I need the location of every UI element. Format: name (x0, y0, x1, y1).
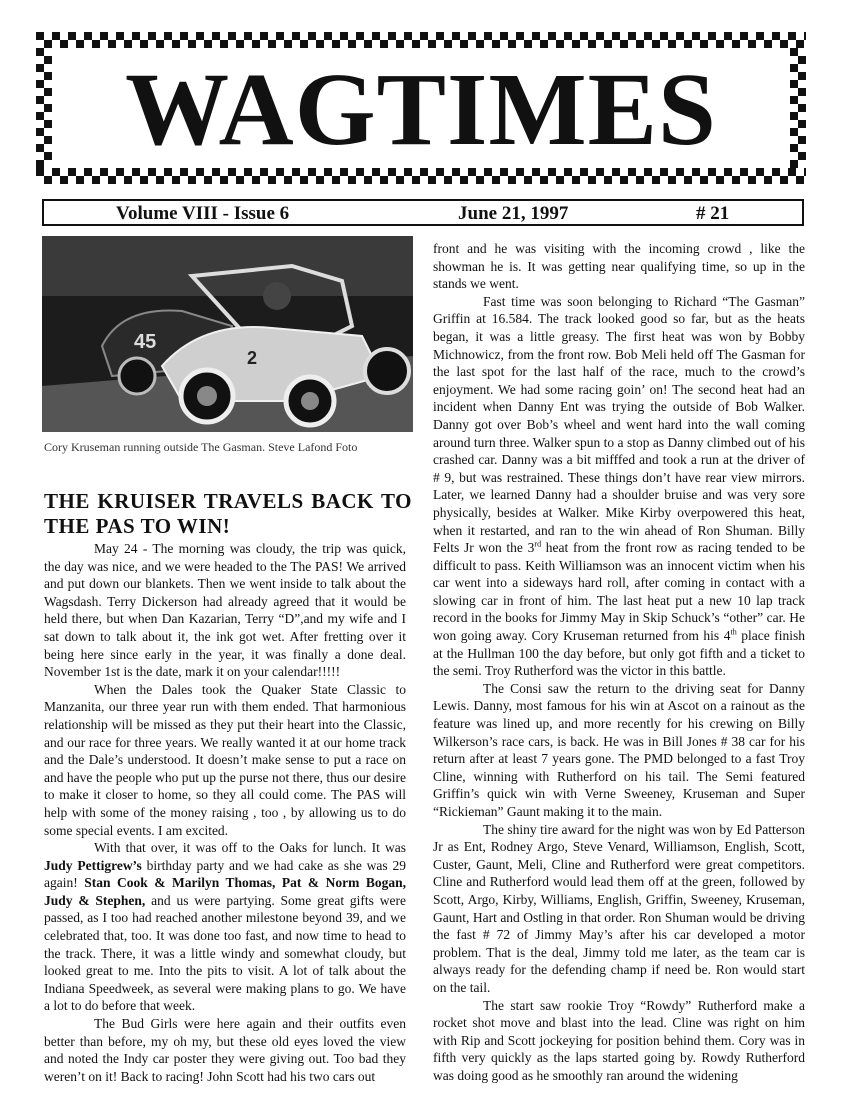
paragraph: front and he was visiting with the incoming crowd , like the showman he is. It was getting near qualifying time, so up in the stands we went. (433, 241, 805, 292)
paragraph: When the Dales took the Quaker State Classic to Manzanita, our three year run with them ended. That harmonious relationship will be missed as they put their heart into the Classic, and our race for three years. We really wanted it at our home track and the Dale’s understood. It doesn’t make sense to put a race on and have the people who put up the purse not there, thus our desire to make it closer to home, so they all could come. The PAS will help with some of the money raising , too , by allowing us to do some special events. I am excited. (44, 681, 406, 838)
photo-caption: Cory Kruseman running outside The Gasman. Steve Lafond Foto (44, 440, 358, 454)
article-headline: THE KRUISER TRAVELS BACK TO THE PAS TO WIN! (44, 489, 412, 538)
paragraph: The start saw rookie Troy “Rowdy” Rutherford make a rocket shot move and blast into the lead. Cline was right on him with Rip and Scott jockeying for position behind them. Cory was in fifth very quickly as the laps started going by. Rowdy Rutherford was doing good as he smoothly ran around the widening (433, 997, 805, 1083)
paragraph: May 24 - The morning was cloudy, the trip was quick, the day was nice, and we were headed to the The PAS! We arrived and put down our blankets. Then we went inside to talk about the Wagsdash. Terry Dickerson had already agreed that it would be held there, but when Dan Kazarian, Terry “D”,and my wife and I sat down to talk about it, the ink got wet. After fretting over it being here since early in the year, it was finally a done deal. November 1st is the date, mark it on your calendar!!!!! (44, 541, 406, 680)
checkered-border-bottom (36, 168, 806, 184)
paragraph: The Bud Girls were here again and their outfits even better than before, my oh my, but these old eyes loved the view and noted the Indy car poster they were giving out. Too bad they weren’t on it! Back to racing! John Scott had his two cars out (44, 1016, 406, 1084)
car-number-45: 45 (134, 331, 157, 353)
car-number-2: 2 (247, 348, 258, 368)
volume-issue: Volume VIII - Issue 6 (116, 203, 290, 224)
paragraph: The shiny tire award for the night was won by Ed Patterson Jr as Ent, Rodney Argo, Steve Venard, Williamson, English, Scott, Custer, Gaunt, Meli, Cline and Rutherford were great competitors. Cline and Rutherford would lead them off at the green, followed by Scott, Argo, Kirby, Williams, English, Griffin, Sweeney, Kruseman, Gaunt, Hart and Ostling in that order. Ron Shuman would be driving the fast # 72 of Jimmy May’s after his car developed a motor problem. That is the deal, Jimmy told me later, as the team car is always ready for the defending champ if need be. Ron would start on the tail. (433, 821, 805, 995)
paragraph: The Consi saw the return to the driving seat for Danny Lewis. Danny, most famous for his win at Ascot on a rainout as the feature was lined up, and more recently for his crewing on Billy Wilkerson’s race cars, is back. He was in Bill Jones # 38 car for his return after at least 7 years gone. The PMD belonged to a fast Troy Cline, winning with Rutherford on his tail. The Semi featured Griffin’s quick win with Verne Sweeney, Kruseman and Super “Rickieman” Gaunt making it to the main. (433, 680, 805, 819)
paragraph: Fast time was soon belonging to Richard “The Gasman” Griffin at 16.584. The track looked good so far, but as the heats began, it was a little greasy. The first heat was won by Bobby Michnowicz, from the front row. Bob Meli held off The Gasman for the last spot for the last half of the race, much to the crowd’s enjoyment. We had some racing goin’ on! The second heat had an incident when Danny Ent was trying the outside of Bob Walker. Danny got over Bob’s wheel and went hard into the wall coming around turn three. Walker spun to a stop as Danny climbed out of his crashed car. Danny was a bit mifffed and took a run at the driver of # 9, but was restrained. These things don’t have rear view mirrors. Later, we learned Danny had a shoulder bruise and was very sore physically, besides at Walker. Mike Kirby overpowered this heat, when it restarted, and ran to the win ahead of Ron Shuman. Billy Felts Jr won the 3rd heat from the front row as racing tended to be difficult to pass. Keith Williamson was an innocent victim when his car went into a sideways hard roll, after coming in contact with a slowing car in front of him. The last heat put a new 10 lap track record in the books for Jimmy May in Skip Schuck’s “other” car. He won going away. Cory Kruseman returned from his 4th place finish at the Hullman 100 the day before, but only got fifth and a ticket to the semi. Troy Rutherford was the victor in this battle. (433, 293, 805, 679)
issue-date: June 21, 1997 (458, 203, 569, 224)
masthead (36, 32, 806, 184)
issue-info-bar (42, 199, 804, 226)
newsletter-title: WAGTIMES (125, 52, 717, 167)
sprint-car-photo (42, 236, 413, 432)
paragraph: With that over, it was off to the Oaks for lunch. It was Judy Pettigrew’s birthday party and we had cake as she was 29 again! Stan Cook & Marilyn Thomas, Pat & Norm Bogan, Judy & Stephen, and us were partying. Some great gifts were passed, as I too had reached another milestone beyond 39, and we celebrated that, too. It was done too fast, and now time to head to the track. There, it was a little windy and somewhat cloudy, but looked great to me. Into the pits to visit. A lot of talk about the Indiana Speedweek, as several were making plans to go. We have a lot to do before that week. (44, 840, 406, 1014)
article-column-left (44, 540, 406, 1085)
race-photo (42, 236, 413, 432)
issue-number: # 21 (696, 203, 730, 224)
article-column-right (433, 240, 805, 1085)
checkered-border-top (36, 32, 806, 48)
